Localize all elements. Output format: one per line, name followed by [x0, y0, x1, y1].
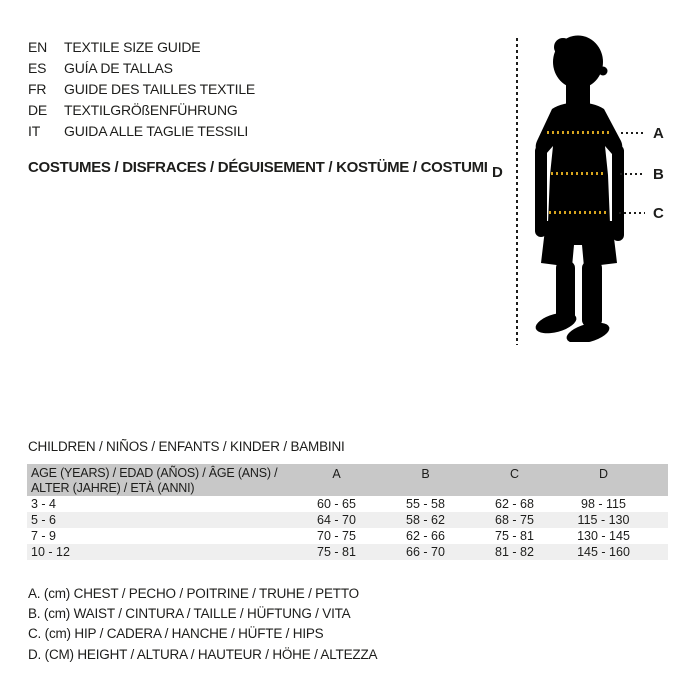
age-cell: 3 - 4	[31, 497, 57, 511]
age-column-header	[27, 464, 292, 495]
age-header-line1: AGE (YEARS) / EDAD (AÑOS) / ÂGE (ANS) /	[31, 466, 278, 480]
child-silhouette	[526, 35, 632, 342]
language-label: TEXTILGRÖßENFÜHRUNG	[64, 102, 238, 118]
waist-cell: 55 - 58	[406, 497, 445, 511]
height-cell: 145 - 160	[577, 545, 630, 559]
chest-measure-line	[547, 131, 609, 134]
waist-leader-line	[620, 173, 644, 175]
height-measure-label: D	[492, 164, 503, 181]
hip-measure-line	[549, 211, 609, 214]
height-cell: 130 - 145	[577, 529, 630, 543]
language-row-es	[28, 58, 255, 79]
language-guide-list	[28, 37, 255, 142]
measurement-legend	[28, 584, 377, 665]
legend-height: D. (CM) HEIGHT / ALTURA / HAUTEUR / HÖHE / ALTEZZA	[28, 646, 378, 662]
age-cell: 7 - 9	[31, 529, 57, 543]
chest-measure-label: A	[653, 125, 664, 142]
language-label: GUÍA DE TALLAS	[64, 60, 173, 76]
language-label: GUIDE DES TAILLES TEXTILE	[64, 81, 256, 97]
legend-hip: C. (cm) HIP / CADERA / HANCHE / HÜFTE / HIPS	[28, 626, 324, 642]
language-row-fr	[28, 79, 255, 100]
column-header-c: C	[509, 467, 520, 481]
hip-measure-label: C	[653, 205, 664, 222]
language-row-it	[28, 121, 255, 142]
table-row	[27, 528, 668, 544]
hip-cell: 75 - 81	[495, 529, 534, 543]
waist-measure-line	[551, 172, 604, 175]
waist-cell: 66 - 70	[406, 545, 445, 559]
height-cell: 115 - 130	[577, 513, 630, 527]
chest-cell: 70 - 75	[317, 529, 356, 543]
language-code: DE	[28, 102, 48, 118]
legend-chest: A. (cm) CHEST / PECHO / POITRINE / TRUHE / PETTO	[28, 586, 359, 601]
age-cell: 5 - 6	[31, 513, 57, 527]
language-label: TEXTILE SIZE GUIDE	[64, 39, 201, 55]
hip-cell: 81 - 82	[495, 545, 534, 559]
language-code: EN	[28, 39, 48, 55]
column-header-a: A	[332, 467, 341, 481]
waist-measure-label: B	[653, 166, 664, 183]
age-header-line2: ALTER (JAHRE) / ETÀ (ANNI)	[31, 480, 195, 495]
column-header-b: B	[421, 467, 430, 481]
language-row-en	[28, 37, 255, 58]
size-table	[27, 464, 668, 560]
language-code: ES	[28, 60, 47, 76]
table-row	[27, 496, 668, 512]
language-code: IT	[28, 123, 41, 139]
language-code: FR	[28, 81, 47, 97]
table-section-title: CHILDREN / NIÑOS / ENFANTS / KINDER / BAMBINI	[28, 439, 345, 454]
column-header-d: D	[598, 467, 609, 481]
language-label: GUIDA ALLE TAGLIE TESSILI	[64, 123, 249, 139]
height-cell: 98 - 115	[581, 497, 626, 511]
table-row	[27, 512, 668, 528]
chest-leader-line	[621, 132, 646, 134]
height-measure-line	[516, 38, 518, 345]
chest-cell: 60 - 65	[317, 497, 356, 511]
language-row-de	[28, 100, 255, 121]
legend-waist: B. (cm) WAIST / CINTURA / TAILLE / HÜFTUNG / VITA	[28, 606, 351, 622]
age-cell: 10 - 12	[31, 545, 70, 559]
waist-cell: 62 - 66	[406, 529, 445, 543]
chest-cell: 64 - 70	[317, 513, 356, 527]
hip-cell: 68 - 75	[495, 513, 534, 527]
chest-cell: 75 - 81	[317, 545, 356, 559]
hip-leader-line	[619, 212, 645, 214]
table-row	[27, 544, 668, 560]
table-header-row	[27, 464, 668, 496]
category-title: COSTUMES / DISFRACES / DÉGUISEMENT / KOSTÜME / COSTUMI	[28, 159, 488, 176]
hip-cell: 62 - 68	[495, 497, 534, 511]
waist-cell: 58 - 62	[406, 513, 445, 527]
